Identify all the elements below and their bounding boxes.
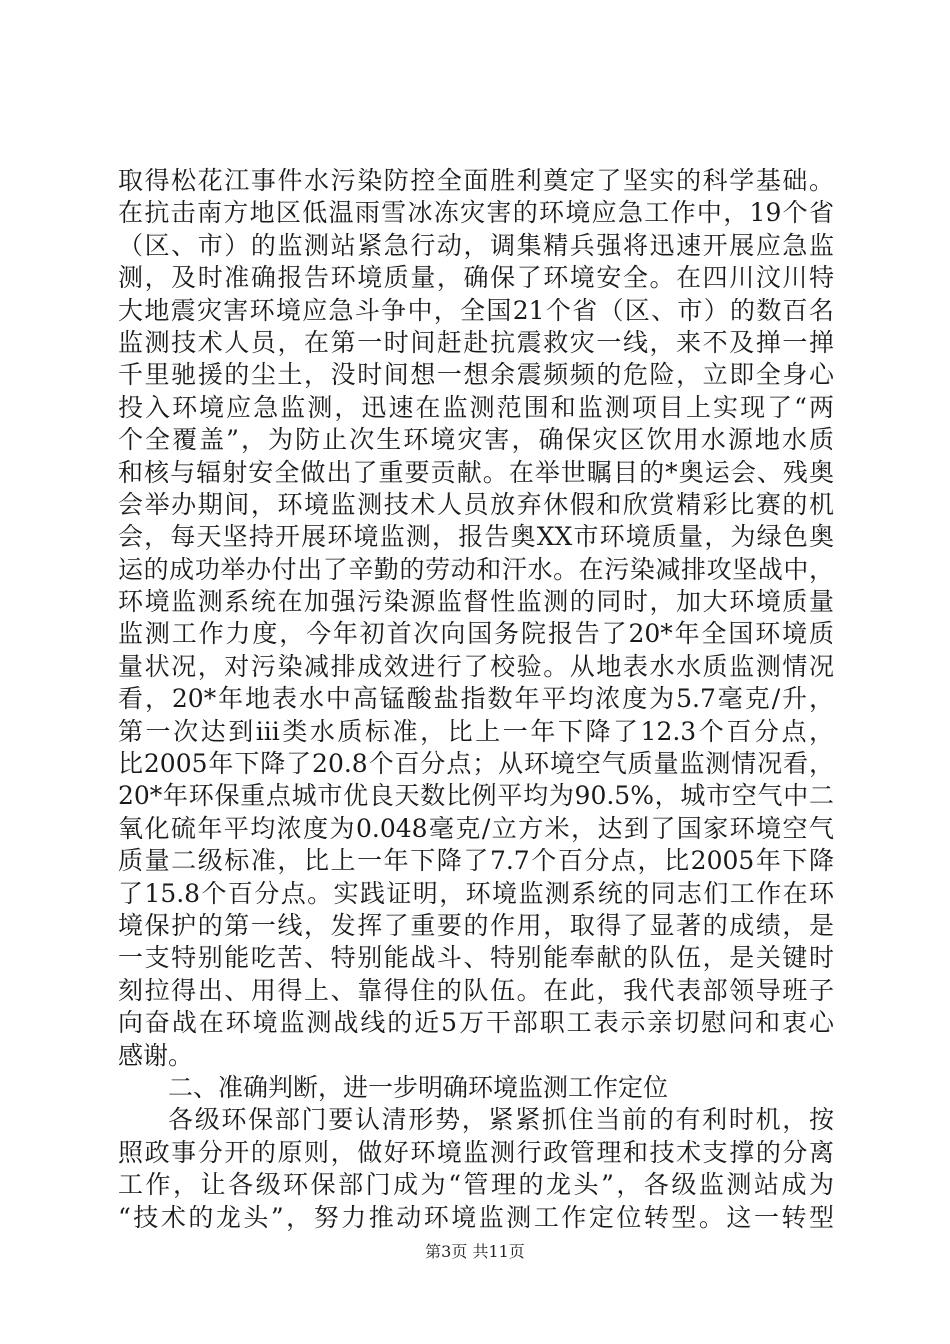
text-line: 刻拉得出、用得上、靠得住的队伍。在此，我代表部领导班子 <box>118 975 834 1005</box>
text-line: 和核与辐射安全做出了重要贡献。在举世瞩目的*奥运会、残奥 <box>118 457 834 487</box>
page-footer: 第3页 共11页 <box>425 1242 525 1261</box>
text-line: 境保护的第一线，发挥了重要的作用，取得了显著的成绩，是 <box>118 910 834 940</box>
text-line: 监测技术人员，在第一时间赶赴抗震救灾一线，来不及掸一掸 <box>118 327 834 357</box>
text-line: 第一次达到iii类水质标准，比上一年下降了12.3个百分点， <box>118 716 834 746</box>
text-line: 大地震灾害环境应急斗争中，全国21个省（区、市）的数百名 <box>118 295 834 325</box>
text-line: 一支特别能吃苦、特别能战斗、特别能奉献的队伍，是关键时 <box>118 943 834 973</box>
text-line: 个全覆盖”，为防止次生环境灾害，确保灾区饮用水源地水质 <box>118 425 834 455</box>
text-line: 运的成功举办付出了辛勤的劳动和汗水。在污染减排攻坚战中， <box>118 554 834 584</box>
text-line: 环境监测系统在加强污染源监督性监测的同时，加大环境质量 <box>118 587 834 617</box>
text-line: 投入环境应急监测，迅速在监测范围和监测项目上实现了“两 <box>118 392 834 422</box>
text-line: 取得松花江事件水污染防控全面胜利奠定了坚实的科学基础。 <box>118 166 834 195</box>
text-line: （区、市）的监测站紧急行动，调集精兵强将迅速开展应急监 <box>118 230 834 260</box>
text-line: 测，及时准确报告环境质量，确保了环境安全。在四川汶川特 <box>118 263 834 293</box>
text-line: 20*年环保重点城市优良天数比例平均为90.5%，城市空气中二 <box>118 781 834 811</box>
text-line: 会，每天坚持开展环境监测，报告奥XX市环境质量，为绿色奥 <box>118 522 834 552</box>
text-line: 各级环保部门要认清形势，紧紧抓住当前的有利时机，按 <box>168 1105 834 1135</box>
text-line: 向奋战在环境监测战线的近5万干部职工表示亲切慰问和衷心 <box>118 1008 834 1038</box>
text-line: 氧化硫年平均浓度为0.048毫克/立方米，达到了国家环境空气 <box>118 813 834 843</box>
text-line: 在抗击南方地区低温雨雪冰冻灾害的环境应急工作中，19个省 <box>118 198 834 228</box>
text-line: 监测工作力度，今年初首次向国务院报告了20*年全国环境质 <box>118 619 834 649</box>
text-line: “技术的龙头”，努力推动环境监测工作定位转型。这一转型 <box>118 1202 834 1232</box>
text-line: 比2005年下降了20.8个百分点；从环境空气质量监测情况看， <box>118 749 834 779</box>
text-line: 质量二级标准，比上一年下降了7.7个百分点，比2005年下降 <box>118 846 834 876</box>
text-line: 工作，让各级环保部门成为“管理的龙头”，各级监测站成为 <box>118 1170 834 1200</box>
section-heading: 二、准确判断，进一步明确环境监测工作定位 <box>168 1072 669 1102</box>
text-line: 了15.8个百分点。实践证明，环境监测系统的同志们工作在环 <box>118 878 834 908</box>
text-line: 千里驰援的尘土，没时间想一想余震频频的危险，立即全身心 <box>118 360 834 390</box>
body-text <box>118 165 834 1234</box>
text-line: 照政事分开的原则，做好环境监测行政管理和技术支撑的分离 <box>118 1137 834 1167</box>
text-line: 量状况，对污染减排成效进行了校验。从地表水水质监测情况 <box>118 651 834 681</box>
text-line: 感谢。 <box>118 1040 194 1070</box>
text-line: 看，20*年地表水中高锰酸盐指数年平均浓度为5.7毫克/升， <box>118 684 834 714</box>
text-line: 会举办期间，环境监测技术人员放弃休假和欣赏精彩比赛的机 <box>118 489 834 519</box>
